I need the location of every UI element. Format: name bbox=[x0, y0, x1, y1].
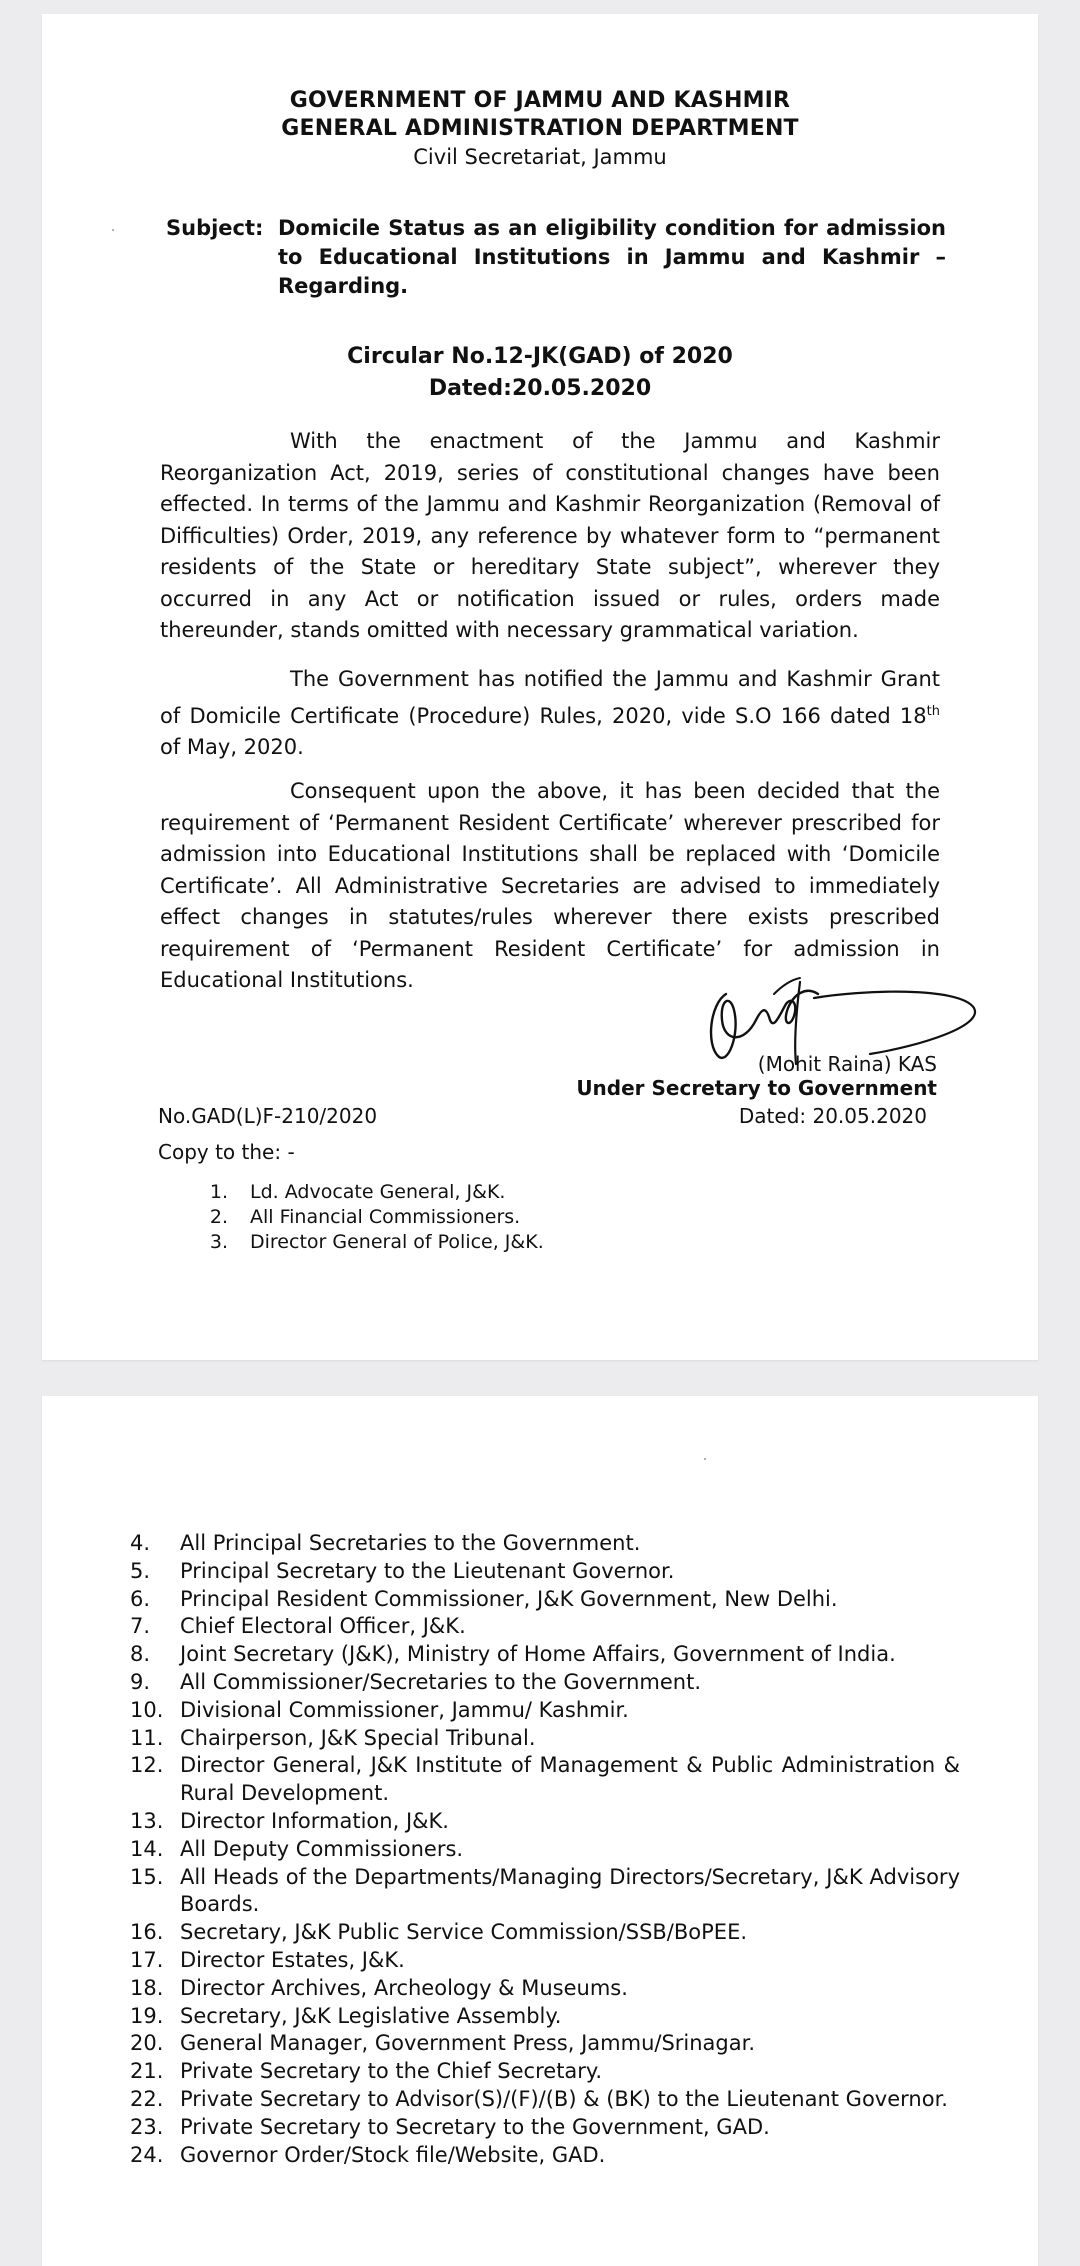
list-item bbox=[130, 1697, 960, 1725]
list-item-number: 3. bbox=[209, 1231, 228, 1253]
list-item bbox=[130, 1864, 960, 1920]
document-page-1 bbox=[42, 14, 1038, 1360]
list-item bbox=[186, 1205, 544, 1230]
list-item-text: Private Secretary to Advisor(S)/(F)/(B) & (BK) to the Lieutenant Governor. bbox=[180, 2086, 948, 2111]
list-item-number: 7. bbox=[130, 1614, 151, 1639]
copy-to-label: Copy to the: - bbox=[158, 1140, 295, 1164]
signatory-name: (Mohit Raina) KAS bbox=[757, 1052, 937, 1076]
list-item-number: 6. bbox=[130, 1586, 151, 1611]
list-item-number: 21. bbox=[130, 2059, 164, 2084]
list-item bbox=[130, 1530, 960, 1558]
list-item-text: All Financial Commissioners. bbox=[250, 1206, 521, 1228]
list-item-number: 13. bbox=[130, 1808, 164, 1833]
list-item-text: Ld. Advocate General, J&K. bbox=[250, 1181, 506, 1203]
list-item-number: 14. bbox=[130, 1836, 164, 1861]
list-item bbox=[130, 2003, 960, 2031]
list-item-text: All Principal Secretaries to the Government. bbox=[180, 1531, 641, 1555]
list-item-text: All Heads of the Departments/Managing Directors/Secretary, J&K Advisory Boards. bbox=[180, 1864, 960, 1917]
list-item-text: Joint Secretary (J&K), Ministry of Home Affairs, Government of India. bbox=[180, 1642, 896, 1667]
list-item-number: 24. bbox=[130, 2142, 164, 2167]
circular-date: Dated:20.05.2020 bbox=[428, 376, 652, 401]
signatory-designation: Under Secretary to Government bbox=[576, 1076, 937, 1100]
paragraph-2-superscript: th bbox=[926, 703, 940, 719]
list-item bbox=[130, 2142, 960, 2170]
list-item-text: Secretary, J&K Public Service Commission/SSB/BoPEE. bbox=[180, 1920, 748, 1945]
subject-block bbox=[166, 214, 946, 301]
list-item bbox=[130, 1725, 960, 1753]
list-item-text: All Deputy Commissioners. bbox=[180, 1836, 464, 1861]
scan-speck bbox=[704, 1458, 706, 1460]
paragraph-1-text: With the enactment of the Jammu and Kashmir Reorganization Act, 2019, series of constitutional changes have been effected. In terms of the Jammu and Kashmir Reorganization (Removal of Difficulties) Order, 2019, any reference by whatever form to “permanent residents of the State or hereditary State subject”, wherever they occurred in any Act or notification issued or rules, orders made thereunder, stands omitted with necessary grammatical variation. bbox=[160, 429, 940, 642]
list-item-number: 17. bbox=[130, 1947, 164, 1972]
paragraph-2-text: The Government has notified the Jammu and Kashmir Grant of Domicile Certificate (Procedure) Rules, 2020, vide S.O 166 dated 18 bbox=[160, 667, 940, 728]
copy-list-page-2 bbox=[130, 1530, 960, 2169]
file-number: No.GAD(L)F-210/2020 bbox=[158, 1104, 378, 1128]
circular-number: Circular No.12-JK(GAD) of 2020 bbox=[347, 344, 733, 369]
list-item-text: All Commissioner/Secretaries to the Government. bbox=[180, 1669, 702, 1694]
list-item-number: 9. bbox=[130, 1669, 151, 1694]
list-item-text: Private Secretary to the Chief Secretary. bbox=[180, 2059, 603, 2084]
list-item-text: Governor Order/Stock file/Website, GAD. bbox=[180, 2142, 606, 2167]
list-item-text: Principal Secretary to the Lieutenant Governor. bbox=[180, 1558, 675, 1583]
list-item-text: Chief Electoral Officer, J&K. bbox=[180, 1614, 466, 1639]
list-item-number: 12. bbox=[130, 1753, 164, 1778]
list-item bbox=[130, 1669, 960, 1697]
list-item bbox=[130, 2030, 960, 2058]
list-item-number: 20. bbox=[130, 2031, 164, 2056]
file-date: Dated: 20.05.2020 bbox=[738, 1104, 927, 1128]
list-item bbox=[130, 1919, 960, 1947]
paragraph-2 bbox=[160, 664, 940, 764]
paragraph-1 bbox=[160, 426, 940, 647]
list-item-number: 8. bbox=[130, 1642, 151, 1667]
list-item-text: Principal Resident Commissioner, J&K Government, New Delhi. bbox=[180, 1586, 838, 1611]
list-item bbox=[130, 1975, 960, 2003]
list-item-number: 1. bbox=[209, 1181, 228, 1203]
list-item bbox=[130, 1752, 960, 1808]
list-item-text: Director Information, J&K. bbox=[180, 1808, 449, 1833]
list-item-text: Secretary, J&K Legislative Assembly. bbox=[180, 2003, 562, 2028]
list-item-number: 19. bbox=[130, 2003, 164, 2028]
header-location: Civil Secretariat, Jammu bbox=[413, 145, 667, 169]
list-item bbox=[130, 1613, 960, 1641]
list-item bbox=[130, 1947, 960, 1975]
list-item-number: 11. bbox=[130, 1725, 164, 1750]
list-item bbox=[130, 1586, 960, 1614]
scan-speck bbox=[112, 229, 114, 231]
header-government: GOVERNMENT OF JAMMU AND KASHMIR bbox=[289, 88, 791, 113]
list-item-number: 5. bbox=[130, 1558, 151, 1583]
list-item bbox=[130, 2114, 960, 2142]
list-item-number: 15. bbox=[130, 1864, 164, 1889]
list-item bbox=[130, 1836, 960, 1864]
list-item-number: 16. bbox=[130, 1920, 164, 1945]
list-item-number: 23. bbox=[130, 2114, 164, 2139]
list-item bbox=[130, 2086, 960, 2114]
list-item-text: Director Archives, Archeology & Museums. bbox=[180, 1975, 628, 2000]
list-item-text: Director General of Police, J&K. bbox=[250, 1231, 544, 1253]
list-item-number: 22. bbox=[130, 2086, 164, 2111]
list-item-number: 18. bbox=[130, 1975, 164, 2000]
list-item bbox=[130, 1808, 960, 1836]
list-item bbox=[186, 1180, 544, 1205]
paragraph-2-tail: of May, 2020. bbox=[160, 735, 304, 759]
list-item-text: Chairperson, J&K Special Tribunal. bbox=[180, 1725, 536, 1750]
list-item-number: 2. bbox=[209, 1206, 228, 1228]
document-page-2 bbox=[42, 1396, 1038, 2266]
list-item-text: Divisional Commissioner, Jammu/ Kashmir. bbox=[180, 1697, 629, 1722]
list-item-text: Private Secretary to Secretary to the Government, GAD. bbox=[180, 2114, 770, 2139]
list-item-text: Director General, J&K Institute of Management & Public Administration & Rural Development. bbox=[180, 1753, 960, 1806]
list-item-number: 4. bbox=[130, 1531, 151, 1555]
header-department: GENERAL ADMINISTRATION DEPARTMENT bbox=[281, 116, 799, 141]
list-item-text: Director Estates, J&K. bbox=[180, 1947, 405, 1972]
list-item bbox=[130, 2058, 960, 2086]
subject-text: Domicile Status as an eligibility condition for admission to Educational Institutions in Jammu and Kashmir – Regarding. bbox=[278, 216, 946, 298]
copy-list-page-1 bbox=[186, 1180, 544, 1255]
list-item-text: General Manager, Government Press, Jammu/Srinagar. bbox=[180, 2031, 756, 2056]
subject-label: Subject: bbox=[166, 216, 264, 240]
paragraph-3-text: Consequent upon the above, it has been decided that the requirement of ‘Permanent Resident Certificate’ wherever prescribed for admission into Educational Institutions shall be replaced with ‘Domicile Certificate’. All Administrative Secretaries are advised to immediately effect changes in statutes/rules wherever there exists prescribed requirement of ‘Permanent Resident Certificate’ for admission in Educational Institutions. bbox=[160, 779, 940, 992]
list-item bbox=[130, 1641, 960, 1669]
list-item bbox=[130, 1558, 960, 1586]
list-item-number: 10. bbox=[130, 1697, 164, 1722]
list-item bbox=[186, 1230, 544, 1255]
